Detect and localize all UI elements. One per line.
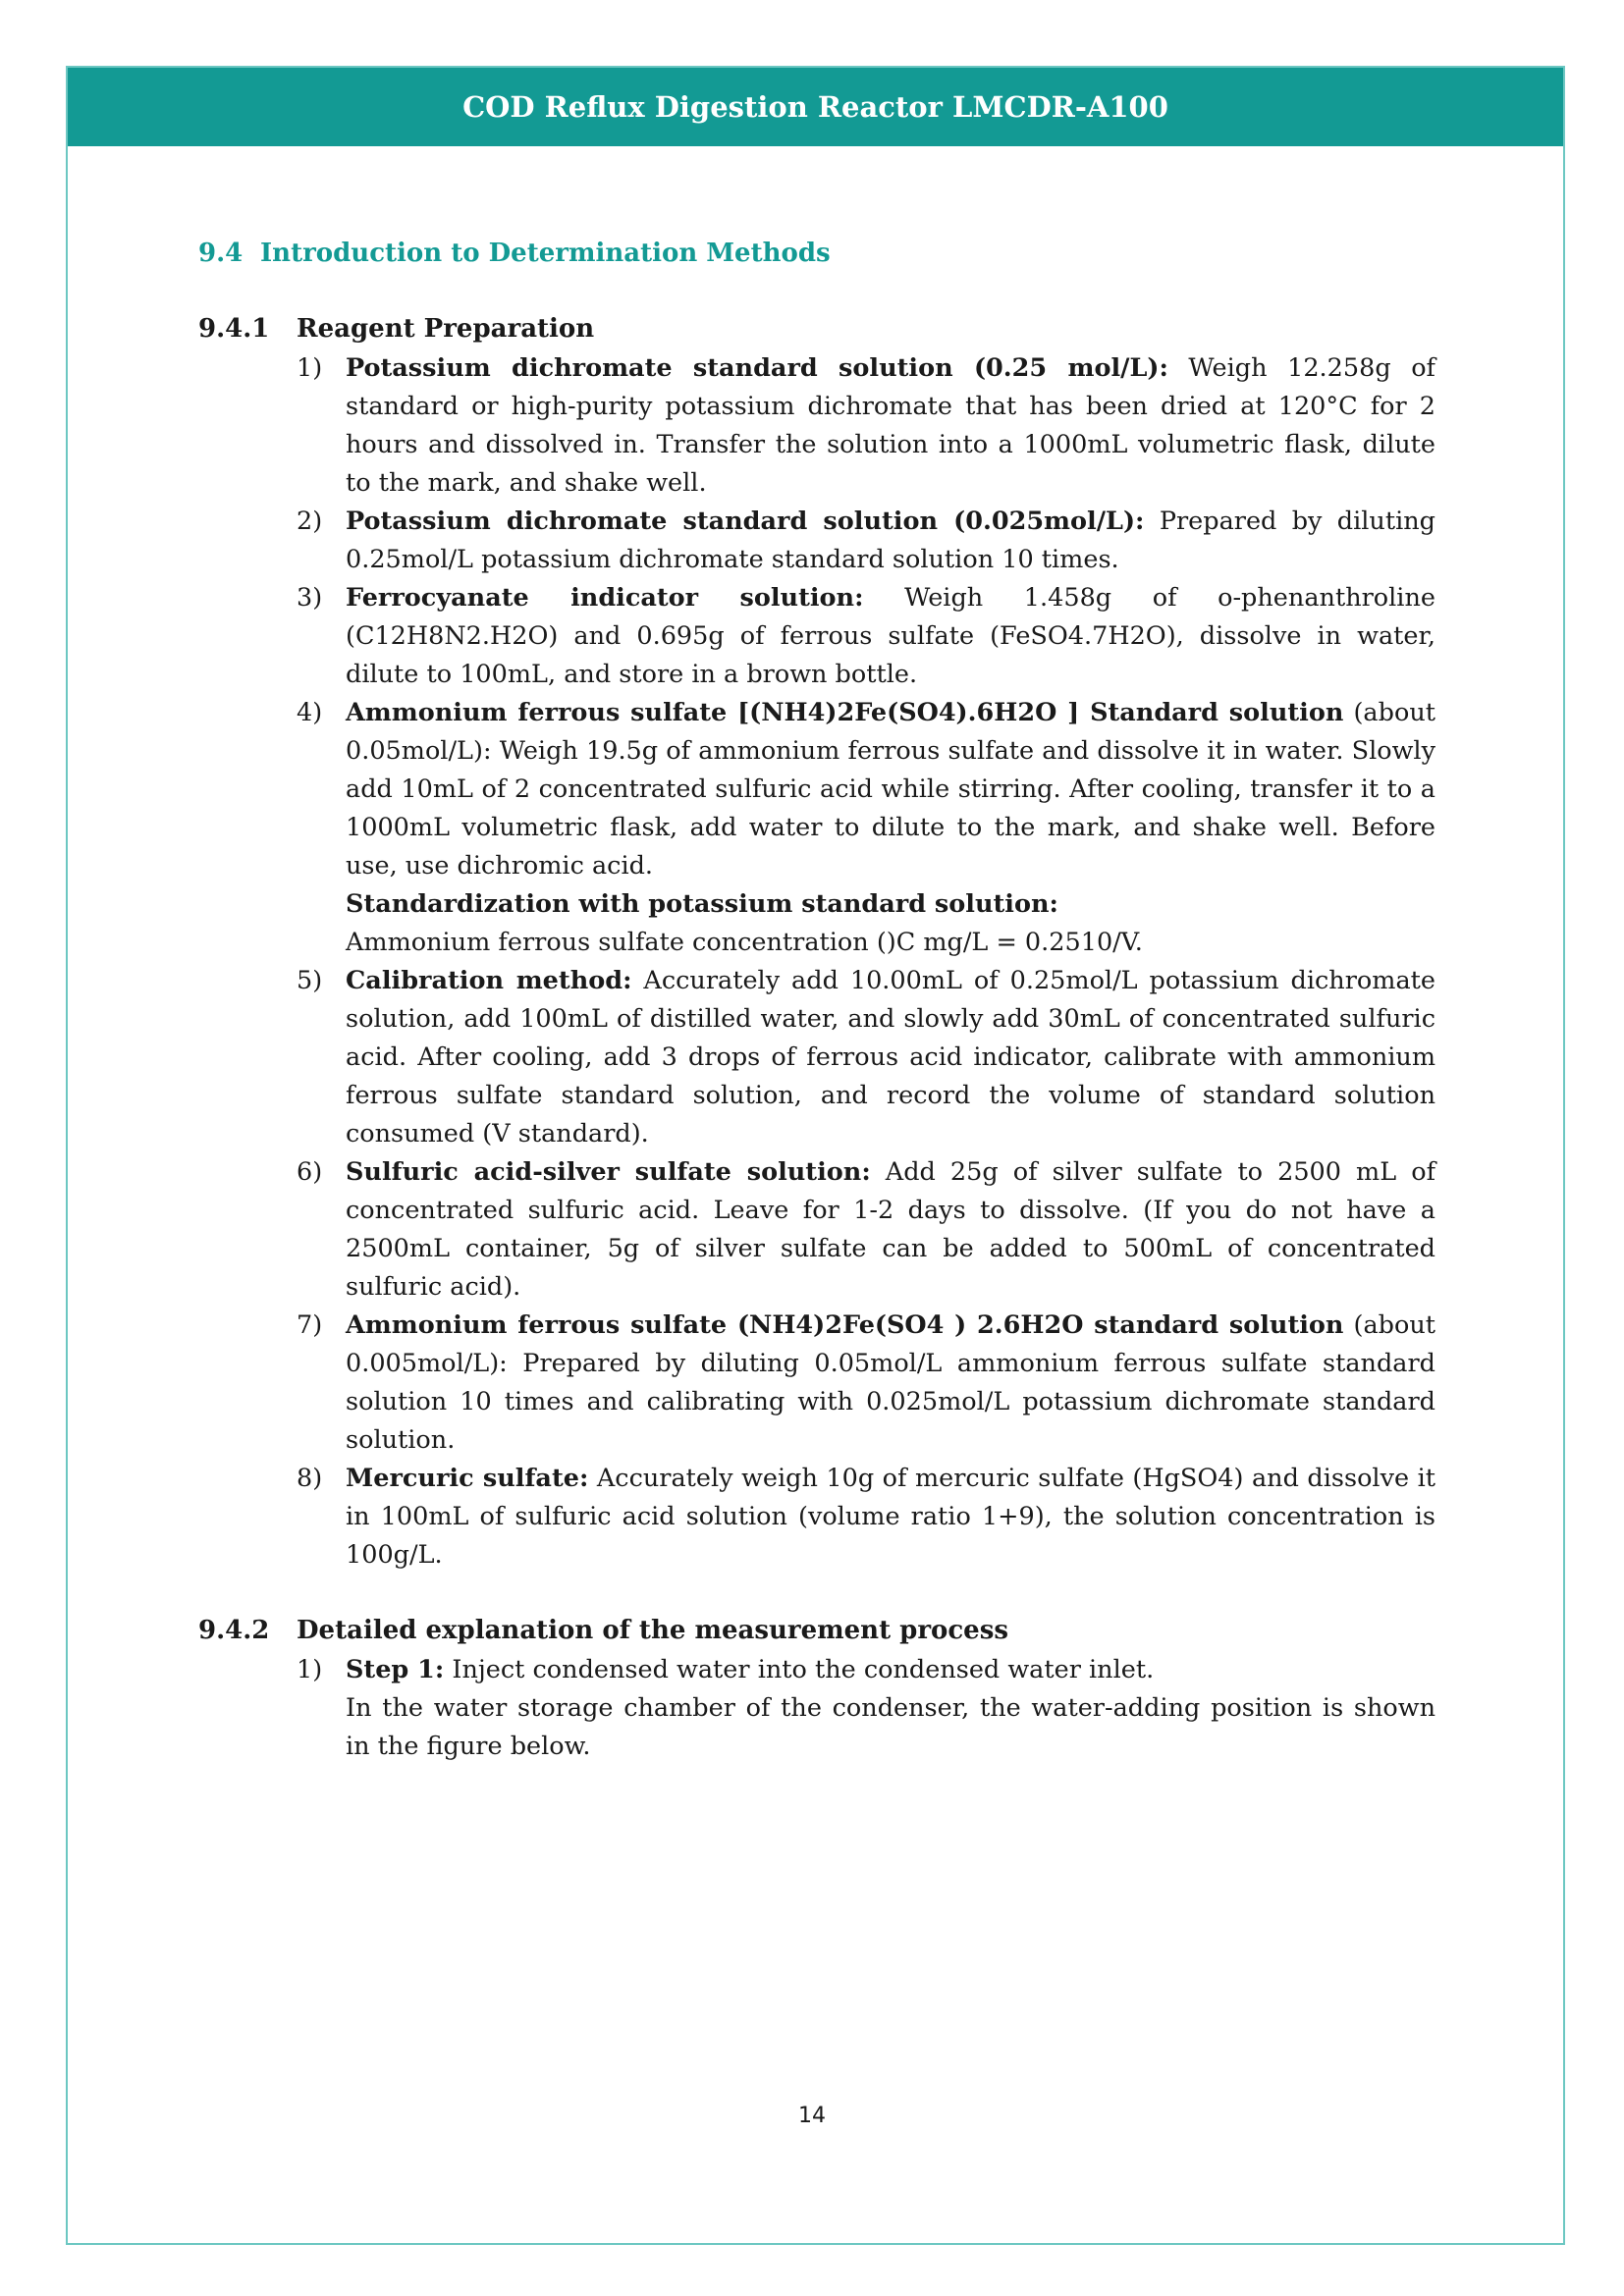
list-item-text: Add 25g of silver sulfate to 2500 mL of concentrated sulfuric acid. Leave for 1-2 days to dissolve. (If you do not have a 2500mL container, 5g of silver sulfate can be added to 500mL of concentrated sulfuric acid).: [346, 1157, 1436, 1302]
list-item-text: Accurately weigh 10g of mercuric sulfate (HgSO4) and dissolve it in 100mL of sulfuric acid solution (volume ratio 1+9), the solution concentration is 100g/L.: [346, 1464, 1435, 1570]
list-item-text: Weigh 1.458g of o-phenanthroline (C12H8N2.H2O) and 0.695g of ferrous sulfate (FeSO4.7H2O), dissolve in water, dilute to 100mL, and store in a brown bottle.: [346, 583, 1435, 689]
list-item-lead: Mercuric sulfate:: [346, 1464, 589, 1493]
list-item: [198, 349, 1435, 503]
list-item: [198, 503, 1435, 579]
list-item-text: Prepared by diluting 0.25mol/L potassium dichromate standard solution 10 times.: [346, 507, 1436, 574]
list-item-index: 5): [297, 966, 323, 995]
list-item: [198, 1460, 1435, 1575]
subsection-number: 9.4.2: [198, 1616, 270, 1645]
list-item-index: 1): [297, 353, 323, 383]
list-item-text: Accurately add 10.00mL of 0.25mol/L potassium dichromate solution, add 100mL of distilled water, and slowly add 30mL of concentrated sulfuric acid. After cooling, add 3 drops of ferrous acid indicator, calibrate with ammonium ferrous sulfate standard solution, and record the volume of standard solution consumed (V standard).: [346, 966, 1435, 1148]
list-item-sub-text: Ammonium ferrous sulfate concentration ()C mg/L = 0.2510/V.: [346, 928, 1143, 957]
list-item: [198, 694, 1435, 962]
list-item-lead: Ferrocyanate indicator solution:: [346, 583, 864, 613]
list-item-index: 1): [297, 1655, 323, 1684]
subsection-heading-measurement-process: [198, 1612, 1435, 1651]
list-item-lead: Sulfuric acid-silver sulfate solution:: [346, 1157, 871, 1187]
list-item-lead: Ammonium ferrous sulfate [(NH4)2Fe(SO4).6H2O ] Standard solution: [346, 698, 1344, 727]
list-item-lead: Potassium dichromate standard solution (0.025mol/L):: [346, 507, 1145, 536]
document-title: COD Reflux Digestion Reactor LMCDR-A100: [462, 90, 1168, 124]
list-item-text: (about 0.005mol/L): Prepared by diluting 0.05mol/L ammonium ferrous sulfate standard solution 10 times and calibrating with 0.025mol/L potassium dichromate standard solution.: [346, 1310, 1435, 1455]
subsection-heading-reagent-preparation: [198, 310, 1435, 349]
list-item-text: Inject condensed water into the condensed water inlet.: [444, 1655, 1155, 1684]
list-item-lead: Potassium dichromate standard solution (0.25 mol/L):: [346, 353, 1168, 383]
list-item-index: 6): [297, 1157, 323, 1187]
list-item-sub-lead: Standardization with potassium standard solution:: [346, 889, 1058, 919]
list-item-lead: Step 1:: [346, 1655, 445, 1684]
list-item-lead: Ammonium ferrous sulfate (NH4)2Fe(SO4 ) 2.6H2O standard solution: [346, 1310, 1344, 1340]
list-item: [198, 579, 1435, 694]
list-item: [198, 1153, 1435, 1307]
list-item-index: 2): [297, 507, 323, 536]
list-item: [198, 962, 1435, 1153]
list-item-second-line: In the water storage chamber of the condenser, the water-adding position is shown in the figure below.: [346, 1693, 1435, 1761]
list-item-lead: Calibration method:: [346, 966, 632, 995]
list-item: [198, 1651, 1435, 1766]
section-title: Introduction to Determination Methods: [260, 239, 831, 268]
list-item-index: 3): [297, 583, 323, 613]
list-item-text: (about 0.05mol/L): Weigh 19.5g of ammonium ferrous sulfate and dissolve it in water. Slowly add 10mL of 2 concentrated sulfuric acid while stirring. After cooling, transfer it to a 1000mL volumetric flask, add water to dilute to the mark, and shake well. Before use, use dichromic acid.: [346, 698, 1435, 881]
document-header: [68, 68, 1563, 146]
section-number: 9.4: [198, 239, 244, 268]
subsection-number: 9.4.1: [198, 314, 270, 344]
list-item-index: 7): [297, 1310, 323, 1340]
page-content: [198, 234, 1435, 1766]
page-number: 14: [798, 2104, 826, 2128]
list-item-index: 8): [297, 1464, 323, 1493]
subsection-title: Detailed explanation of the measurement process: [297, 1616, 1009, 1645]
subsection-title: Reagent Preparation: [297, 314, 595, 344]
list-item-index: 4): [297, 698, 323, 727]
section-heading: [198, 234, 1435, 273]
list-item-text: Weigh 12.258g of standard or high-purity potassium dichromate that has been dried at 120°C for 2 hours and dissolved in. Transfer the solution into a 1000mL volumetric flask, dilute to the mark, and shake well.: [346, 353, 1435, 498]
list-item: [198, 1307, 1435, 1460]
